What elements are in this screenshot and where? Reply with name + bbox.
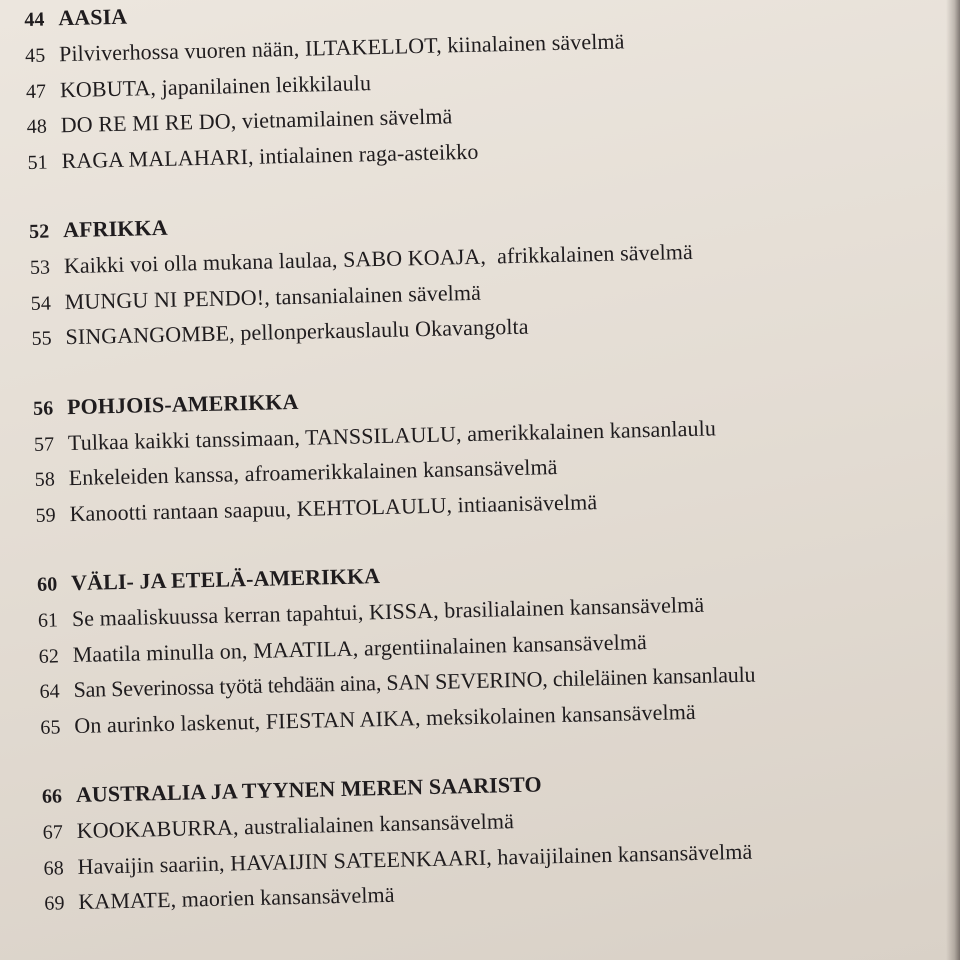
section-title: AUSTRALIA JA TYYNEN MEREN SAARISTO <box>75 771 542 808</box>
table-of-contents <box>24 0 960 959</box>
entry-title: SINGANGOMBE, pellonperkauslaulu Okavangolta <box>65 313 529 350</box>
page-number: 59 <box>35 503 57 527</box>
entry-title: San Severinossa työtä tehdään aina, SAN SEVERINO, chileläinen kansanlaulu <box>73 661 756 703</box>
entry-title: RAGA MALAHARI, intialainen raga-asteikko <box>61 138 479 173</box>
page-number: 53 <box>29 256 51 279</box>
page-number: 51 <box>27 151 48 174</box>
page-number: 66 <box>41 785 63 808</box>
page-number: 47 <box>25 80 47 103</box>
entry-title: Tulkaa kaikki tanssimaan, TANSSILAULU, amerikkalainen kansanlaulu <box>67 414 717 455</box>
page-number: 64 <box>39 680 61 703</box>
entry-title: Kanootti rantaan saapuu, KEHTOLAULU, intiaanisävelmä <box>69 488 598 526</box>
entry-title: KOOKABURRA, australialainen kansansävelmä <box>76 808 515 844</box>
page-number: 54 <box>30 291 52 315</box>
entry-title: Pilviverhossa vuoren nään, ILTAKELLOT, kiinalainen sävelmä <box>58 28 625 67</box>
section-vali-ja-etela-amerikka <box>37 550 960 749</box>
page-number: 57 <box>33 432 55 456</box>
section-title: AFRIKKA <box>62 214 168 243</box>
page-number: 68 <box>43 856 65 880</box>
entry-title: Kaikki voi olla mukana laulaa, SABO KOAJA, afrikkalainen sävelmä <box>63 238 694 279</box>
section-title: AASIA <box>57 3 128 31</box>
entry-title: Maatila minulla on, MAATILA, argentiinalainen kansansävelmä <box>72 628 648 667</box>
entry-title: Se maaliskuussa kerran tapahtui, KISSA, brasilialainen kansansävelmä <box>71 591 705 632</box>
page-number: 55 <box>31 327 53 350</box>
page-number: 65 <box>40 715 61 739</box>
entry-title: KOBUTA, japanilainen leikkilaulu <box>59 69 372 102</box>
section-pohjois-amerikka <box>33 374 956 537</box>
page-number: 67 <box>42 821 64 844</box>
entry-title: On aurinko laskenut, FIESTAN AIKA, meksikolainen kansansävelmä <box>74 698 696 738</box>
entry-title: Havaijin saariin, HAVAIJIN SATEENKAARI, havaijilainen kansansävelmä <box>77 838 753 879</box>
section-title: POHJOIS-AMERIKKA <box>66 388 299 419</box>
page-number: 61 <box>37 609 59 632</box>
section-title: VÄLI- JA ETELÄ-AMERIKKA <box>70 563 381 596</box>
page-number: 48 <box>26 115 48 138</box>
section-afrikka <box>29 197 952 360</box>
page-number: 52 <box>28 220 50 243</box>
entry-title: Enkeleiden kanssa, afroamerikkalainen kansansävelmä <box>68 454 558 491</box>
section-aasia <box>24 0 948 184</box>
page-number: 44 <box>24 8 45 31</box>
page-number: 60 <box>36 573 58 596</box>
page-number: 62 <box>38 644 60 668</box>
page-number: 56 <box>32 396 54 420</box>
page-number: 58 <box>34 468 56 491</box>
entry-title: DO RE MI RE DO, vietnamilainen sävelmä <box>60 103 453 138</box>
entry-title: MUNGU NI PENDO!, tansanialainen sävelmä <box>64 279 482 314</box>
section-australia <box>42 762 960 925</box>
page-number: 45 <box>24 44 46 67</box>
entry-title: KAMATE, maorien kansansävelmä <box>78 881 395 914</box>
page-number: 69 <box>44 892 65 915</box>
